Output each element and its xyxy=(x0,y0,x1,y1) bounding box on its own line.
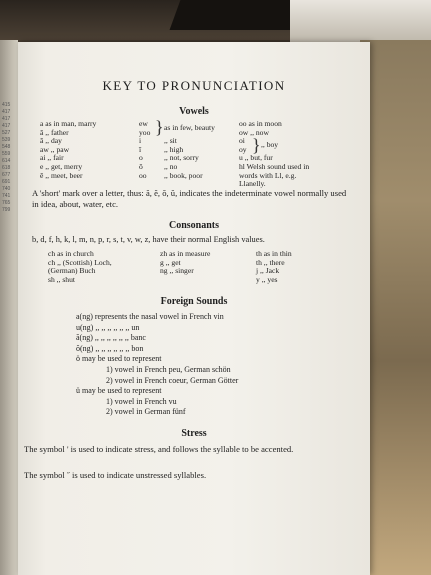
background-right xyxy=(360,40,431,575)
brace: } xyxy=(155,117,164,137)
foreign-heading: Foreign Sounds xyxy=(160,296,228,307)
vowels-brace-text: as in few, beauty xyxy=(164,123,215,132)
vowels-note: A 'short' mark over a letter, thus: ă, ĕ, ŏ, ŭ, indicates the indeterminate vowel normally used in idea, about, water, etc. xyxy=(32,188,347,209)
consonants-col3: th as in thin th ,, there j ,, Jack y ,, yes xyxy=(256,249,292,284)
page-title: KEY TO PRONUNCIATION xyxy=(102,78,286,93)
vowels-col2: ew yoo i ī o ō oo xyxy=(139,119,151,180)
edge-numbers: 415 417 417 417 527 539 548 559 614 618 677 691 740 741 765 799 xyxy=(2,102,11,213)
vowels-boy: ,, boy xyxy=(261,140,279,149)
stress-heading: Stress xyxy=(181,428,207,439)
consonants-line: b, d, f, h, k, l, m, n, p, r, s, t, v, w, z, have their normal English values. xyxy=(32,235,265,244)
vowels-col2b: ,, sit ,, high ,, not, sorry ,, no ,, book, poor xyxy=(164,136,203,180)
vowels-col1: a as in man, marry ā ,, father ā ,, day aw ,, paw ai ,, fair e ,, get, merry ē ,, meet, beer xyxy=(40,119,97,180)
consonants-heading: Consonants xyxy=(168,220,220,231)
stress-p1: The symbol ' is used to indicate stress, and follows the syllable to be accented. xyxy=(24,444,294,454)
foreign-lines: a(ng) represents the nasal vowel in French vin u(ng) ,, ,, ,, ,, ,, ,, un ă(ng) ,, ,, ,, ,, ,, ,, banc ŏ(ng) ,, ,, ,, ,, ,, ,, bon ö may be used to represent 1) vowel in French peu, German schön 2) vowel in French coeur, German Götter ü may be used to represent 1) vowel in French vu 2) vowel in German fünf xyxy=(76,312,239,417)
brace-oi: } xyxy=(252,135,261,155)
consonants-col2: zh as in measure g ,, get ng ,, singer xyxy=(160,249,211,276)
book-page xyxy=(18,42,370,575)
vowels-heading: Vowels xyxy=(179,106,209,117)
stress-p2: The symbol ˝ is used to indicate unstressed syllables. xyxy=(24,470,207,480)
left-page-edge xyxy=(0,40,18,575)
vowels-col3: oo as in moon ow ,, now oi oy u ,, but, fur hl Welsh sound used in words with Ll, e.g. Llanelly. xyxy=(239,119,310,189)
consonants-col1: ch as in church ch ,, (Scottish) Loch, (German) Buch sh ,, shut xyxy=(48,249,112,284)
